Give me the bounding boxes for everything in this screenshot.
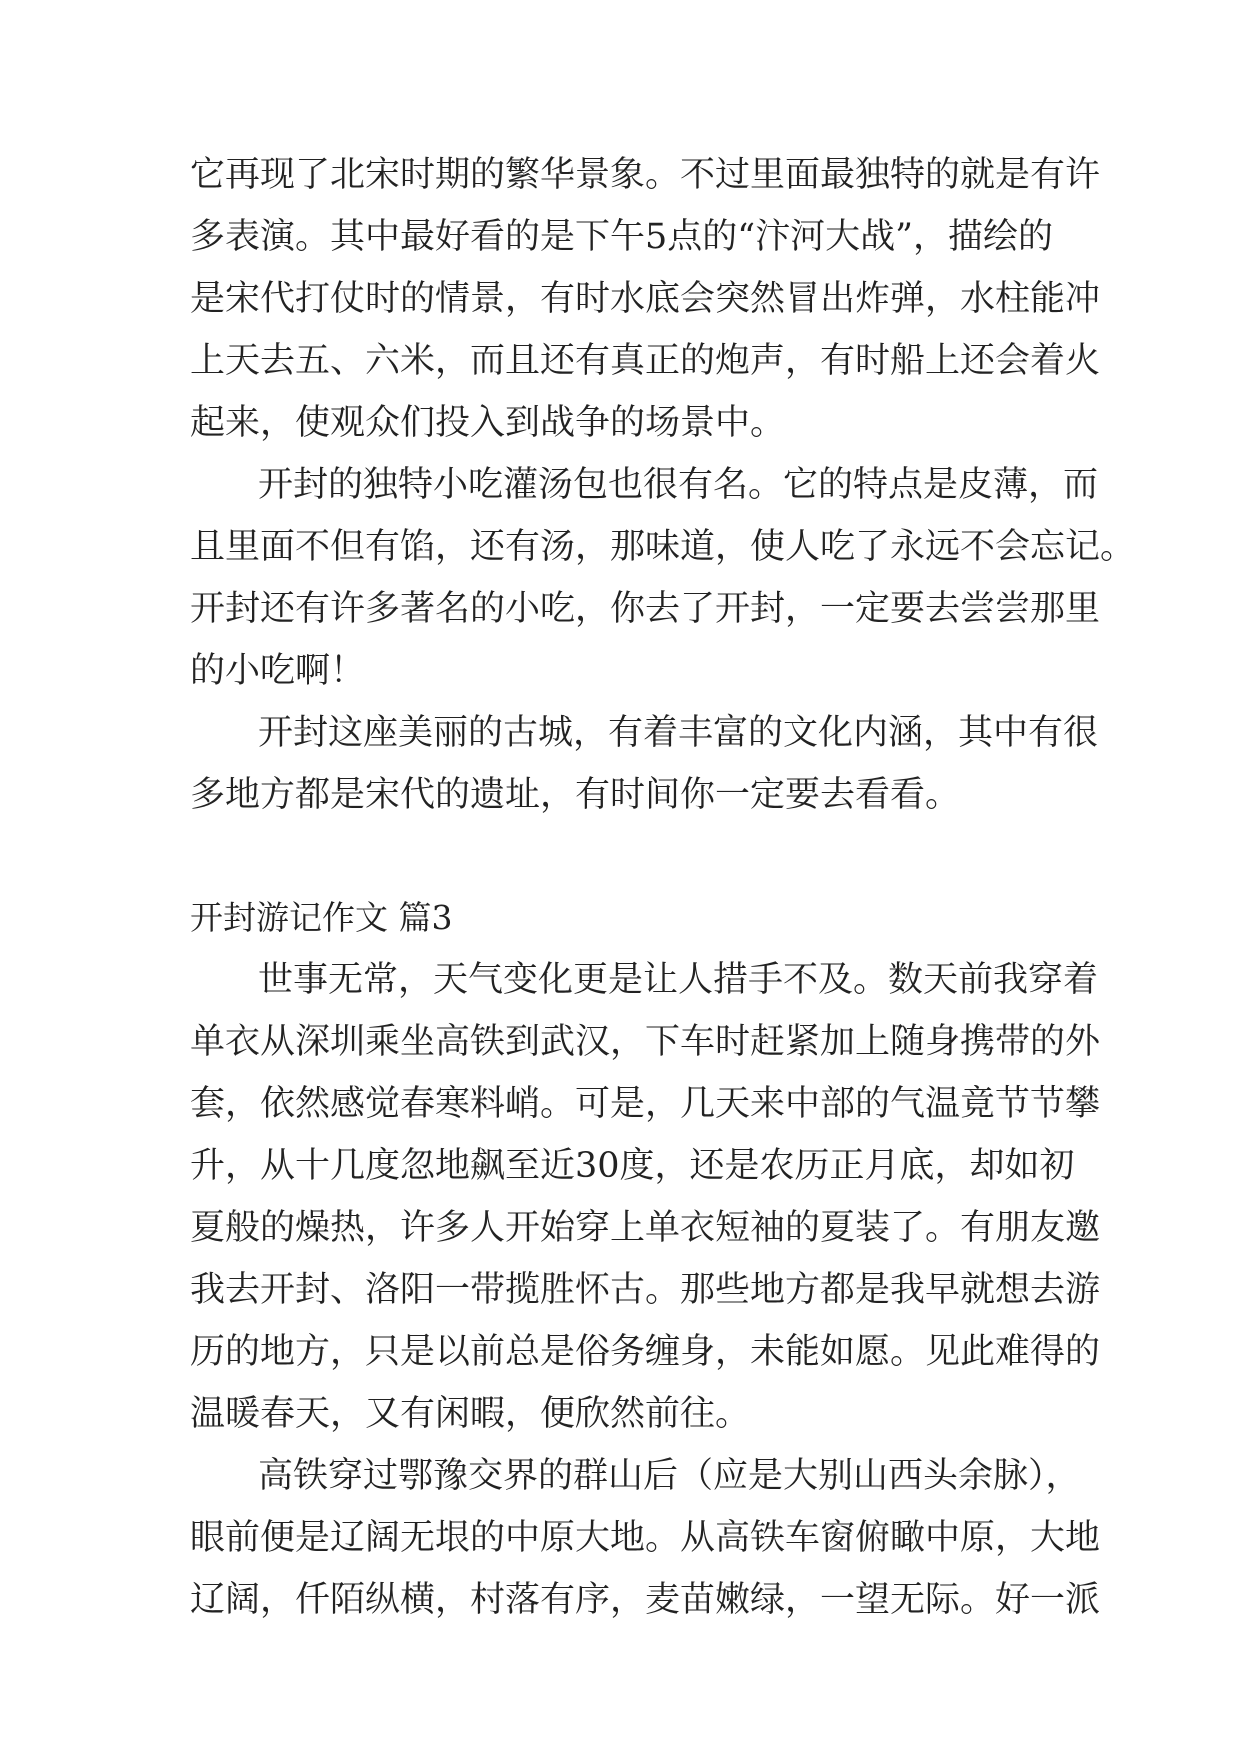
body-text-line: 多地方都是宋代的遗址，有时间你一定要去看看。 [190,775,961,815]
body-text-line: 的小吃啊！ [190,651,366,691]
body-text-line: 套，依然感觉春寒料峭。可是，几天来中部的气温竟节节攀 [190,1084,1101,1124]
body-text-line: 升，从十几度忽地飙至近30度，还是农历正月底，却如初 [190,1146,1075,1186]
body-text-line: 我去开封、洛阳一带揽胜怀古。那些地方都是我早就想去游 [190,1270,1101,1310]
body-text-line: 温暖春天，又有闲暇，便欣然前往。 [190,1394,751,1434]
body-text-line: 上天去五、六米，而且还有真正的炮声，有时船上还会着火 [190,341,1101,381]
body-text-line: 是宋代打仗时的情景，有时水底会突然冒出炸弹，水柱能冲 [190,279,1101,319]
body-text-line: 且里面不但有馅，还有汤，那味道，使人吃了永远不会忘记。 [190,527,1136,567]
section-heading: 开封游记作文 篇3 [190,898,453,937]
body-text-line: 它再现了北宋时期的繁华景象。不过里面最独特的就是有许 [190,155,1101,195]
body-text-line: 开封还有许多著名的小吃，你去了开封，一定要去尝尝那里 [190,589,1101,629]
body-text-line: 夏般的燥热，许多人开始穿上单衣短袖的夏装了。有朋友邀 [190,1208,1101,1248]
body-text-line: 开封的独特小吃灌汤包也很有名。它的特点是皮薄，而 [258,465,1099,505]
body-text-line: 高铁穿过鄂豫交界的群山后（应是大别山西头余脉）， [258,1456,1081,1496]
body-text-line: 多表演。其中最好看的是下午5点的“汴河大战”，描绘的 [190,217,1054,257]
body-text-line: 历的地方，只是以前总是俗务缠身，未能如愿。见此难得的 [190,1332,1101,1372]
body-text-line: 单衣从深圳乘坐高铁到武汉，下车时赶紧加上随身携带的外 [190,1022,1101,1062]
body-text-line: 眼前便是辽阔无垠的中原大地。从高铁车窗俯瞰中原，大地 [190,1518,1101,1558]
body-text-line: 世事无常，天气变化更是让人措手不及。数天前我穿着 [258,960,1099,1000]
body-text-line: 辽阔，仟陌纵横，村落有序，麦苗嫩绿，一望无际。好一派 [190,1580,1101,1620]
body-text-line: 开封这座美丽的古城，有着丰富的文化内涵，其中有很 [258,713,1099,753]
body-text-line: 起来，使观众们投入到战争的场景中。 [190,403,786,443]
